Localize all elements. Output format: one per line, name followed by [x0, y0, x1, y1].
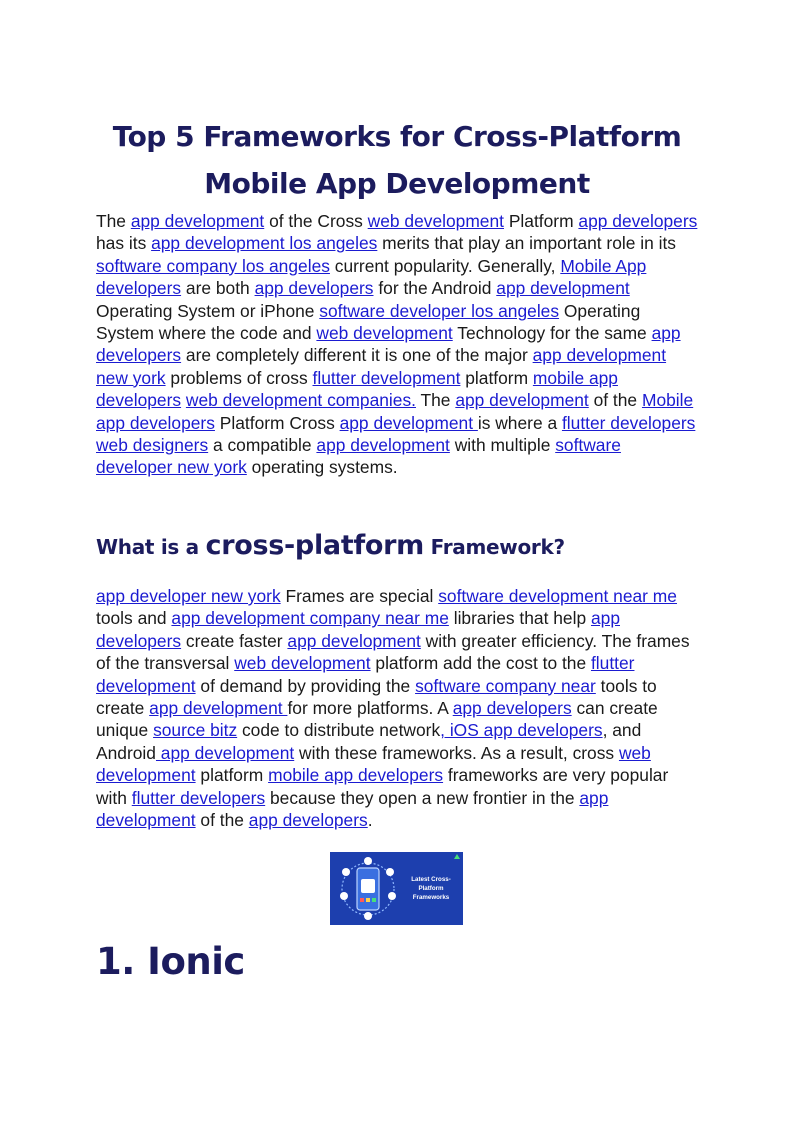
- body-text: with multiple: [449, 435, 556, 456]
- caption-line-1: Latest Cross-: [411, 876, 451, 883]
- app-tile-icon: [361, 879, 375, 893]
- app-dot-yellow: [366, 898, 370, 902]
- framework-paragraph: [96, 585, 702, 831]
- body-text: tools to create: [96, 675, 657, 719]
- inline-link[interactable]: software company near: [415, 675, 596, 696]
- framework-node-right-top: [386, 868, 394, 876]
- app-dot-green: [372, 898, 376, 902]
- inline-link[interactable]: software company los angeles: [96, 255, 330, 276]
- inline-link[interactable]: web development: [367, 211, 504, 231]
- body-text: with these frameworks. As a result, cross: [294, 742, 619, 763]
- body-text: frameworks are very popular with: [96, 765, 669, 808]
- inline-link[interactable]: app developers: [248, 810, 368, 831]
- inline-link[interactable]: mobile app developers: [96, 367, 618, 411]
- body-text: operating systems.: [246, 457, 398, 478]
- body-text: The: [416, 390, 456, 411]
- body-text: .: [367, 810, 373, 831]
- inline-link[interactable]: app development company near me: [171, 608, 449, 629]
- body-text: problems of cross: [165, 367, 313, 388]
- inline-link[interactable]: app development: [149, 698, 288, 719]
- body-text: are completely different it is one of the major: [181, 345, 533, 366]
- section-heading-ionic: 1. Ionic: [96, 940, 245, 983]
- body-text: has its: [96, 233, 152, 254]
- framework-node-top: [364, 857, 372, 865]
- inline-link[interactable]: app developers: [96, 323, 681, 366]
- inline-link[interactable]: flutter development: [312, 367, 461, 388]
- section-heading-cross-platform: [96, 530, 565, 561]
- inline-link[interactable]: app development: [155, 742, 295, 763]
- body-text: Frames are special: [280, 586, 439, 606]
- inline-link[interactable]: app development: [316, 435, 450, 456]
- body-text: because they open a new frontier in the: [265, 787, 580, 808]
- body-text: create faster: [181, 630, 288, 651]
- inline-link[interactable]: mobile app developers: [268, 765, 444, 786]
- inline-link[interactable]: app developers: [96, 608, 620, 651]
- caption-line-2: Platform: [418, 885, 444, 892]
- framework-node-left-bottom: [340, 892, 348, 900]
- body-text: The: [96, 211, 131, 231]
- body-text: platform: [195, 765, 269, 786]
- inline-link[interactable]: Mobile app developers: [96, 390, 694, 433]
- body-text: for the Android: [373, 278, 497, 299]
- body-text: , and Android: [96, 720, 642, 763]
- caption-line-3: Frameworks: [412, 894, 450, 901]
- body-text: of the: [195, 810, 249, 831]
- body-text: of the Cross: [264, 211, 368, 231]
- body-text: platform: [460, 367, 533, 388]
- body-text: is where a: [477, 412, 562, 433]
- inline-link[interactable]: app development: [455, 390, 589, 411]
- body-text: Operating System or iPhone: [96, 300, 320, 321]
- body-text: of demand by providing the: [195, 675, 416, 696]
- body-text: code to distribute network: [237, 720, 441, 741]
- inline-link[interactable]: flutter developers: [131, 787, 266, 808]
- page-title: Top 5 Frameworks for Cross-Platform Mobile App Development: [112, 120, 682, 200]
- body-text: Platform Cross: [214, 412, 340, 433]
- body-text: tools and: [96, 608, 172, 629]
- inline-link[interactable]: flutter developers: [561, 412, 696, 433]
- inline-link[interactable]: app developers: [254, 278, 374, 299]
- inline-link[interactable]: source bitz: [153, 720, 238, 741]
- inline-link[interactable]: app development: [496, 278, 630, 299]
- inline-link[interactable]: software developer new york: [96, 435, 621, 478]
- frameworks-illustration: [330, 852, 463, 925]
- body-text: a compatible: [208, 435, 317, 456]
- inline-link[interactable]: app development: [96, 787, 609, 831]
- inline-link[interactable]: web development: [234, 653, 371, 674]
- app-dot-red: [360, 898, 364, 902]
- body-text: are both: [181, 278, 255, 299]
- inline-link[interactable]: app developers: [578, 211, 698, 231]
- body-text: current popularity. Generally,: [329, 255, 561, 276]
- body-text: Platform: [504, 211, 579, 231]
- framework-node-left-top: [342, 868, 350, 876]
- inline-link[interactable]: app developers: [452, 698, 572, 719]
- body-text: libraries that help: [448, 608, 591, 629]
- body-text: Operating System where the code and: [96, 300, 641, 344]
- inline-link[interactable]: web development: [316, 323, 453, 344]
- inline-link[interactable]: web designers: [96, 435, 209, 456]
- inline-link[interactable]: software development near me: [438, 586, 677, 606]
- body-text: merits that play an important role in its: [377, 233, 677, 254]
- inline-link[interactable]: , iOS app developers: [440, 720, 603, 741]
- inline-link[interactable]: web development: [96, 742, 651, 786]
- body-text: Technology for the same: [452, 323, 652, 344]
- intro-paragraph: [96, 210, 702, 479]
- inline-link[interactable]: Mobile App developers: [96, 255, 647, 299]
- heading-post: Framework?: [424, 535, 565, 559]
- inline-link[interactable]: app developer new york: [96, 586, 281, 606]
- inline-link[interactable]: flutter development: [96, 653, 635, 696]
- framework-node-right-bottom: [388, 892, 396, 900]
- inline-link[interactable]: app development los angeles: [151, 233, 378, 254]
- inline-link[interactable]: software developer los angeles: [319, 300, 560, 321]
- inline-link[interactable]: app development: [287, 630, 421, 651]
- body-text: for more platforms. A: [287, 698, 453, 719]
- heading-emphasis: cross-platform: [205, 530, 424, 561]
- body-text: of the: [588, 390, 642, 411]
- heading-pre: What is a: [96, 535, 206, 559]
- body-text: with greater efficiency. The frames of the transversal: [96, 630, 690, 674]
- body-text: platform add the cost to the: [370, 653, 591, 674]
- inline-link[interactable]: web development companies.: [185, 390, 416, 411]
- inline-link[interactable]: app development: [130, 211, 265, 231]
- framework-node-bottom: [364, 912, 372, 920]
- body-text: can create unique: [96, 698, 658, 741]
- inline-link[interactable]: app development new york: [96, 345, 667, 388]
- inline-link[interactable]: app development: [339, 412, 478, 433]
